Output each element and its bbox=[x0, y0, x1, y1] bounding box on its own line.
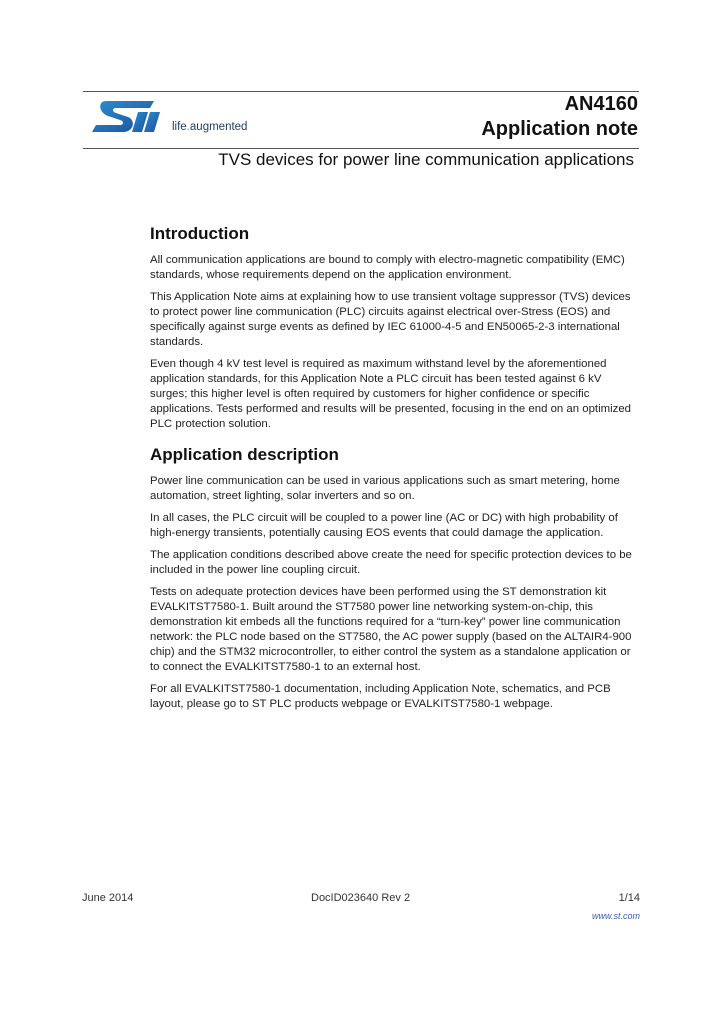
paragraph: All communication applications are bound to comply with electro-magnetic compatibility (EMC) standards, whose requirements depend on the application environment. bbox=[150, 254, 625, 281]
footer-page-number: 1/14 bbox=[618, 892, 640, 904]
header-rule-top bbox=[83, 91, 639, 92]
document-type: Application note bbox=[481, 118, 638, 140]
header-rule-bottom bbox=[83, 148, 639, 149]
section-heading-introduction: Introduction bbox=[150, 224, 250, 243]
section-heading-application-description: Application description bbox=[150, 445, 339, 464]
paragraph: In all cases, the PLC circuit will be coupled to a power line (AC or DC) with high probability of high-energy transients, potentially causing EOS events that could damage the application. bbox=[150, 512, 618, 539]
document-number: AN4160 bbox=[564, 93, 638, 115]
main-content bbox=[150, 224, 640, 719]
document-title: TVS devices for power line communication applications bbox=[218, 150, 634, 169]
logo-tagline: life.augmented bbox=[172, 121, 248, 133]
paragraph: Tests on adequate protection devices have been performed using the ST demonstration kit EVALKITST7580-1. Built around the ST7580 power line networking system-on-chip, this demonstration kit embeds all the functions required for a “turn-key” power line communication network: the PLC node based on the ST7580, the AC power supply (based on the ALTAIR4-900 chip) and the STM32 microcontroller, to either control the system as a standalone application or to connect the EVALKITST7580-1 to an external host. bbox=[150, 586, 632, 673]
paragraph: Even though 4 kV test level is required as maximum withstand level by the aforementioned application standards, for this Application Note a PLC circuit has been tested against 6 kV surges; this higher level is often required by customers for higher confidence or specific applications. Tests performed and results will be presented, focusing in the end on an optimized PLC protection solution. bbox=[150, 358, 632, 430]
st-logo bbox=[92, 99, 272, 139]
footer-doc-id: DocID023640 Rev 2 bbox=[311, 892, 411, 904]
footer-date: June 2014 bbox=[82, 892, 134, 904]
paragraph: This Application Note aims at explaining how to use transient voltage suppressor (TVS) devices to protect power line communication (PLC) circuits against electrical over-Stress (EOS) and specifically against surge events as defined by IEC 61000-4-5 and EN50065-2-3 international standards. bbox=[150, 291, 631, 348]
footer-website-link[interactable]: www.st.com bbox=[591, 911, 640, 921]
paragraph: The application conditions described above create the need for specific protection devices to be included in the power line coupling circuit. bbox=[150, 549, 632, 576]
paragraph: Power line communication can be used in various applications such as smart metering, home automation, street lighting, solar inverters and so on. bbox=[150, 475, 620, 502]
paragraph: For all EVALKITST7580-1 documentation, including Application Note, schematics, and PCB layout, please go to ST PLC products webpage or EVALKITST7580-1 webpage. bbox=[150, 683, 611, 710]
st-logo-icon bbox=[92, 99, 170, 135]
